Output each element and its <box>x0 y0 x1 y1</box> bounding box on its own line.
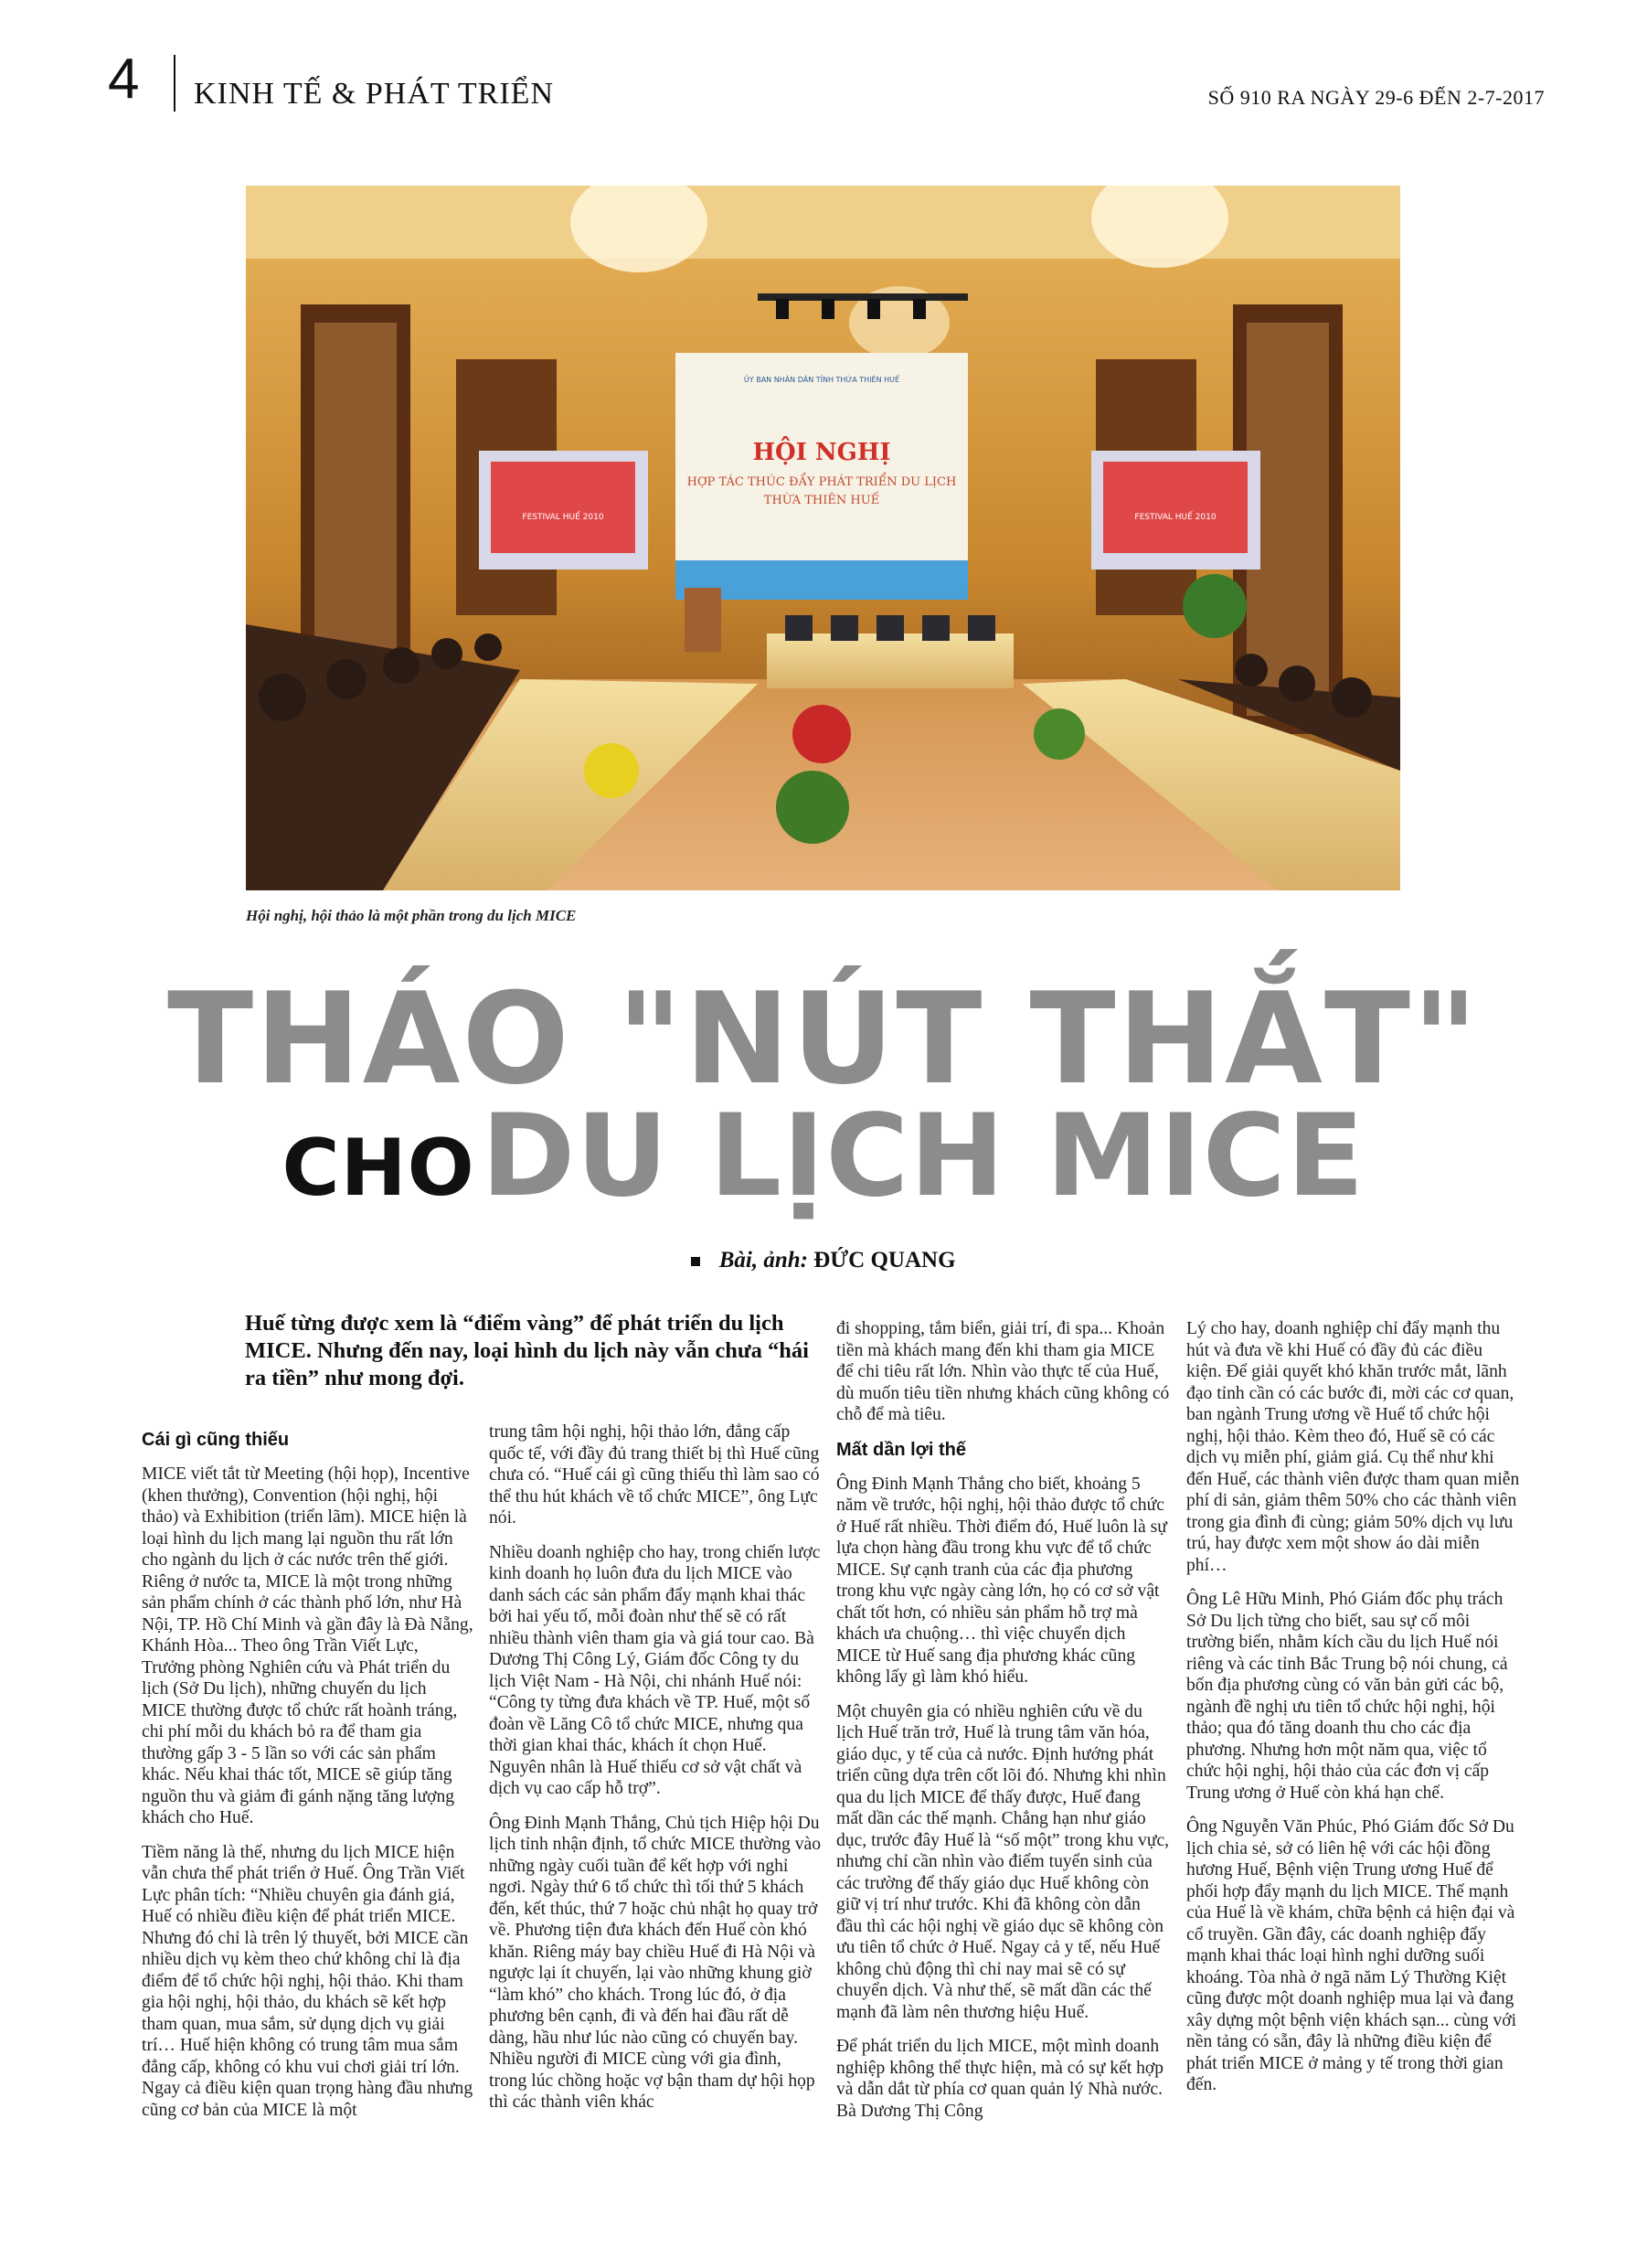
conference-photo-illustration <box>246 186 1400 890</box>
headline-main: DU LỊCH MICE <box>481 1091 1365 1222</box>
section-title: KINH TẾ & PHÁT TRIỂN <box>194 77 554 111</box>
paragraph: Ông Lê Hữu Minh, Phó Giám đốc phụ trách Sở Du lịch từng cho biết, sau sự cố môi trường biển, nhằm kích cầu du lịch Huế nói riêng và các tỉnh Bắc Trung bộ nói chung, cả bốn địa phương cùng có văn bản gửi các bộ, ngành đề nghị ưu tiên tổ chức hội nghị, hội thảo; qua đó tăng doanh thu cho các địa phương. Nhưng hơn một năm qua, việc tổ chức hội nghị, hội thảo của các đơn vị cấp Trung ương ở Huế còn khá hạn chế. <box>1186 1590 1508 1803</box>
subheading-cai-gi-cung-thieu: Cái gì cũng thiếu <box>142 1430 290 1450</box>
article-column-3 <box>836 1318 1170 2135</box>
banner-small-text: ỦY BAN NHÂN DÂN TỈNH THỪA THIÊN HUẾ <box>743 376 900 384</box>
headline-line-1: THÁO "NÚT THẮT" <box>167 965 1480 1113</box>
right-screen-text: FESTIVAL HUẾ 2010 <box>1134 513 1217 522</box>
paragraph: Tiềm năng là thế, nhưng du lịch MICE hiện vẫn chưa thể phát triển ở Huế. Ông Trần Viết Lực phân tích: “Nhiều chuyên gia đánh giá, Huế có nhiều điều kiện để phát triển MICE. Nhưng đó chỉ là trên lý thuyết, bởi MICE cần nhiều dịch vụ kèm theo chứ không chỉ là địa điểm để tổ chức hội nghị, hội thảo. Khi tham gia hội nghị, hội thảo, du khách sẽ kết hợp tham quan, mua sắm, sử dụng dịch vụ giải trí… Huế hiện không có trung tâm mua sắm đẳng cấp, không có khu vui chơi giải trí lớn. Ngay cả điều kiện quan trọng hàng đầu nhưng cũng cơ bản của MICE là một <box>142 1842 473 2120</box>
banner-title: HỘI NGHỊ <box>752 439 891 466</box>
byline-author: ĐỨC QUANG <box>813 1248 956 1272</box>
article-column-4 <box>1186 1318 1520 2109</box>
paragraph: đi shopping, tắm biển, giải trí, đi spa... Khoản tiền mà khách mang đến khi tham gia MICE để chi tiêu rất lớn. Nhìn vào thực tế của Huế, dù muốn tiêu tiền nhưng khách cũng không có chỗ để mà tiêu. <box>836 1319 1170 1424</box>
paragraph: Ông Đinh Mạnh Thắng, Chủ tịch Hiệp hội Du lịch tỉnh nhận định, tổ chức MICE thường vào những ngày cuối tuần để kết hợp với nghỉ ngơi. Ngày thứ 6 tổ chức thì tối thứ 5 khách đến, kết thúc, thứ 7 hoặc chủ nhật họ quay trở về. Phương tiện đưa khách đến Huế còn khó khăn. Riêng máy bay chiều Huế đi Hà Nội và ngược lại ít chuyến, lại vào những khung giờ “làm khó” cho khách. Trong lúc đó, ở địa phương bên cạnh, đi và đến hai đầu rất dễ dàng, hầu như lúc nào cũng có chuyến bay. Nhiều người đi MICE cùng với gia đình, trong lúc chồng hoặc vợ bận tham dự hội họp thì các thành viên khác <box>489 1813 822 2112</box>
paragraph: Một chuyên gia có nhiều nghiên cứu về du lịch Huế trăn trở, Huế là trung tâm văn hóa, giáo dục, y tế của cả nước. Định hướng phát triển cũng dựa trên cốt lõi đó. Nhưng khi nhìn qua du lịch MICE để thấy được, Huế đang mất dần các thế mạnh. Chẳng hạn như giáo dục, trước đây Huế là “số một” trong khu vực, nhưng chỉ cần nhìn vào điểm tuyển sinh của các trường để thấy giáo dục Huế không còn giữ vị trí như trước. Khi đã không còn dẫn đầu thì các hội nghị về giáo dục sẽ không còn ưu tiên tổ chức ở Huế. Ngay cả y tế, nếu Huế không chủ động thì chỉ nay mai sẽ có sự chuyển dịch. Và như thế, sẽ mất dần các thế mạnh đã làm nên thương hiệu Huế. <box>836 1701 1170 2022</box>
banner-subtitle-2: THỪA THIÊN HUẾ <box>763 494 880 507</box>
byline <box>0 1248 1647 1273</box>
bullet-square-icon <box>691 1257 700 1266</box>
paragraph: Lý cho hay, doanh nghiệp chỉ đẩy mạnh thu hút và đưa về khi Huế có đầy đủ các điều kiện. Để giải quyết khó khăn trước mắt, lãnh đạo tỉnh cần có các bước đi, mời các cơ quan, ban ngành Trung ương về Huế tổ chức hội nghị, hội thảo. Kèm theo đó, Huế sẽ có các dịch vụ miễn phí, giảm giá. Cụ thể như khi đến Huế, các thành viên được tham quan miễn phí di sản, giảm thêm 50% cho các thành viên trong gia đình đi cùng; giảm 50% dịch vụ lưu trú, hay được xem một show áo dài miễn phí… <box>1186 1319 1520 1575</box>
headline-prefix: CHO <box>282 1123 475 1214</box>
article-column-2 <box>489 1421 823 2126</box>
paragraph: MICE viết tắt từ Meeting (hội họp), Incentive (khen thưởng), Convention (hội nghị, hội thảo) và Exhibition (triển lãm). MICE hiện là loại hình du lịch mang lại nguồn thu rất lớn cho ngành du lịch ở các nước trên thế giới. Riêng ở nước ta, MICE là một trong những sản phẩm chính ở các thành phố lớn, như Hà Nội, TP. Hồ Chí Minh và gần đây là Đà Nẵng, Khánh Hòa... Theo ông Trần Viết Lực, Trưởng phòng Nghiên cứu và Phát triển du lịch (Sở Du lịch), những chuyến du lịch MICE thường được tổ chức rất hoành tráng, chi phí mỗi du khách bỏ ra để tham gia thường gấp 3 - 5 lần so với các sản phẩm khác. Nếu khai thác tốt, MICE sẽ giúp tăng nguồn thu và giảm đi gánh nặng tăng lượng khách cho Huế. <box>142 1464 473 1827</box>
page-number: 4 <box>108 48 140 111</box>
paragraph: trung tâm hội nghị, hội thảo lớn, đẳng cấp quốc tế, với đầy đủ trang thiết bị thì Huế cũng chưa có. “Huế cái gì cũng thiếu thì làm sao có thể thu hút khách về tổ chức MICE”, ông Lực nói. <box>489 1422 820 1528</box>
article-lead: Huế từng được xem là “điểm vàng” để phát triển du lịch MICE. Nhưng đến nay, loại hình du lịch này vẫn chưa “hái ra tiền” như mong đợi. <box>245 1311 809 1390</box>
conference-photo <box>246 186 1400 890</box>
headline-line-2 <box>0 1091 1647 1250</box>
article-column-1 <box>142 1429 475 2134</box>
paragraph: Để phát triển du lịch MICE, một mình doanh nghiệp không thể thực hiện, mà có sự kết hợp và dẫn dắt từ phía cơ quan quản lý Nhà nước. Bà Dương Thị Công <box>836 2037 1164 2121</box>
byline-label: Bài, ảnh: <box>718 1248 808 1272</box>
left-screen-text: FESTIVAL HUẾ 2010 <box>522 513 604 522</box>
paragraph: Nhiều doanh nghiệp cho hay, trong chiến lược kinh doanh họ luôn đưa du lịch MICE vào danh sách các sản phẩm đẩy mạnh khai thác bởi hai yếu tố, mỗi đoàn như thế sẽ có rất nhiều thành viên tham gia và giá tour cao. Bà Dương Thị Công Lý, Giám đốc Công ty du lịch Việt Nam - Hà Nội, chi nhánh Huế nói: “Công ty từng đưa khách về TP. Huế, một số đoàn về Lăng Cô tổ chức MICE, nhưng qua thời gian khai thác, khách ít chọn Huế. Nguyên nhân là Huế thiếu cơ sở vật chất và dịch vụ cao cấp hỗ trợ”. <box>489 1542 821 1798</box>
subheading-mat-dan-loi-the: Mất dần lợi thế <box>836 1439 967 1460</box>
banner-subtitle-1: HỢP TÁC THÚC ĐẨY PHÁT TRIỂN DU LỊCH <box>686 475 957 489</box>
page-header <box>0 0 1647 128</box>
paragraph: Ông Đinh Mạnh Thắng cho biết, khoảng 5 năm về trước, hội nghị, hội thảo được tổ chức ở Huế rất nhiều. Thời điểm đó, Huế luôn là sự lựa chọn hàng đầu trong khu vực để tổ chức MICE. Sự cạnh tranh của các địa phương trong khu vực ngày càng lớn, họ có cơ sở vật chất tốt hơn, có nhiều sản phẩm hỗ trợ mà khách ưa chuộng… thì việc chuyển dịch MICE từ Huế sang địa phương khác cũng không lấy gì làm khó hiểu. <box>836 1474 1167 1687</box>
paragraph: Ông Nguyễn Văn Phúc, Phó Giám đốc Sở Du lịch chia sẻ, sở có liên hệ với các hội đồng hương Huế, Bệnh viện Trung ương Huế để phối hợp đẩy mạnh du lịch MICE. Thế mạnh của Huế là về khám, chữa bệnh cả hiện đại và cổ truyền. Gần đây, các doanh nghiệp đẩy mạnh khai thác loại hình nghỉ dưỡng suối khoáng. Tòa nhà ở ngã năm Lý Thường Kiệt cũng được một doanh nghiệp mua lại và đang xây dựng một bệnh viện khách sạn... cùng với nền tảng có sẵn, đây là những điều kiện để phát triển MICE ở mảng y tế trong thời gian đến. <box>1186 1817 1517 2094</box>
photo-caption: Hội nghị, hội thảo là một phần trong du lịch MICE <box>246 907 577 924</box>
header-divider <box>174 55 175 112</box>
issue-info: SỐ 910 RA NGÀY 29-6 ĐẾN 2-7-2017 <box>1207 86 1545 109</box>
